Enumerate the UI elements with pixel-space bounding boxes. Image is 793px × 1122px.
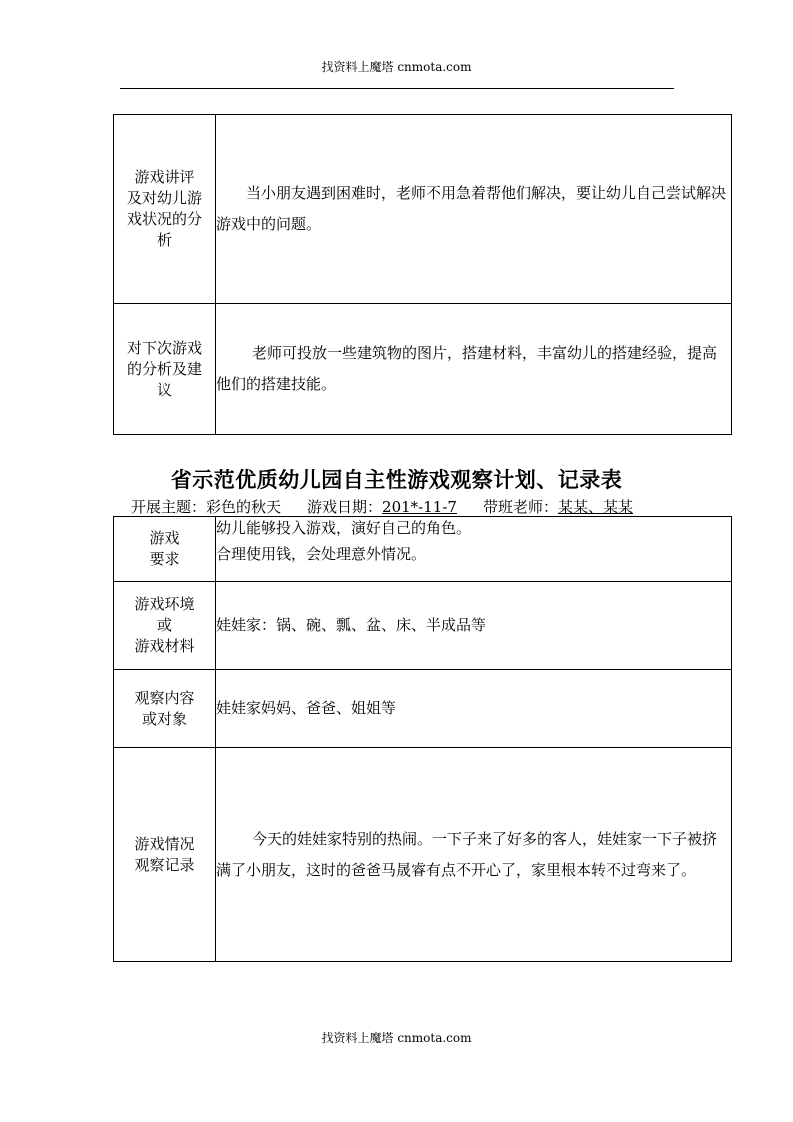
content-line: 幼儿能够投入游戏，演好自己的角色。 bbox=[216, 519, 472, 537]
row-content-game-review: 当小朋友遇到困难时，老师不用急着帮他们解决，要让幼儿自己尝试解决游戏中的问题。 bbox=[216, 115, 732, 304]
date-label: 游戏日期： bbox=[307, 498, 383, 516]
row-content-observation-record: 今天的娃娃家特别的热闹。一下子来了好多的客人，娃娃家一下子被挤满了小朋友，这时的爸爸马晟睿有点不开心了，家里根本转不过弯来了。 bbox=[216, 748, 732, 962]
label-line: 及对幼儿游 bbox=[126, 189, 202, 207]
label-line: 要求 bbox=[149, 550, 180, 568]
row-label-next-suggestion bbox=[114, 304, 216, 435]
label-line: 或 bbox=[156, 616, 172, 634]
theme-value: 彩色的秋天 bbox=[206, 498, 282, 516]
page-header: 找资料上魔塔 cnmota.com bbox=[321, 60, 472, 74]
page-title: 省示范优质幼儿园自主性游戏观察计划、记录表 bbox=[170, 467, 623, 492]
table-row bbox=[114, 115, 732, 304]
theme-label: 开展主题： bbox=[131, 498, 207, 516]
label-line: 游戏情况 bbox=[134, 834, 195, 853]
observation-table bbox=[113, 516, 732, 962]
row-label-observation-record bbox=[114, 748, 216, 962]
table-row bbox=[114, 304, 732, 435]
date-value: 201*-11-7 bbox=[382, 498, 457, 516]
table-row bbox=[114, 517, 732, 582]
label-line: 的分析及建 bbox=[126, 359, 202, 378]
label-line: 析 bbox=[156, 231, 172, 249]
teacher-value: 某某、某某 bbox=[557, 498, 633, 516]
row-label-environment bbox=[114, 582, 216, 670]
table-row bbox=[114, 670, 732, 748]
content-line: 合理使用钱，会处理意外情况。 bbox=[216, 545, 427, 563]
label-line: 对下次游戏 bbox=[126, 338, 202, 357]
label-line: 游戏 bbox=[149, 529, 180, 547]
header-divider bbox=[120, 88, 674, 89]
row-content-next-suggestion: 老师可投放一些建筑物的图片，搭建材料，丰富幼儿的搭建经验，提高他们的搭建技能。 bbox=[216, 304, 732, 435]
label-line: 或对象 bbox=[141, 709, 187, 728]
label-line: 游戏环境 bbox=[134, 595, 195, 613]
row-label-requirements bbox=[114, 517, 216, 582]
label-line: 游戏材料 bbox=[134, 637, 195, 655]
table-row bbox=[114, 748, 732, 962]
evaluation-table bbox=[113, 114, 732, 435]
page-footer: 找资料上魔塔 cnmota.com bbox=[321, 1031, 472, 1045]
label-line: 戏状况的分 bbox=[126, 210, 202, 228]
label-line: 观察内容 bbox=[134, 688, 195, 707]
row-content-environment: 娃娃家：锅、碗、瓢、盆、床、半成品等 bbox=[216, 582, 732, 670]
row-content-observation-target: 娃娃家妈妈、爸爸、姐姐等 bbox=[216, 670, 732, 748]
table-row bbox=[114, 582, 732, 670]
meta-info-line bbox=[131, 496, 633, 517]
row-label-game-review bbox=[114, 115, 216, 304]
row-content-requirements bbox=[216, 517, 732, 582]
row-label-observation-target bbox=[114, 670, 216, 748]
label-line: 议 bbox=[156, 380, 172, 399]
label-line: 游戏讲评 bbox=[134, 168, 195, 186]
teacher-label: 带班老师： bbox=[482, 498, 558, 516]
label-line: 观察记录 bbox=[134, 855, 195, 874]
